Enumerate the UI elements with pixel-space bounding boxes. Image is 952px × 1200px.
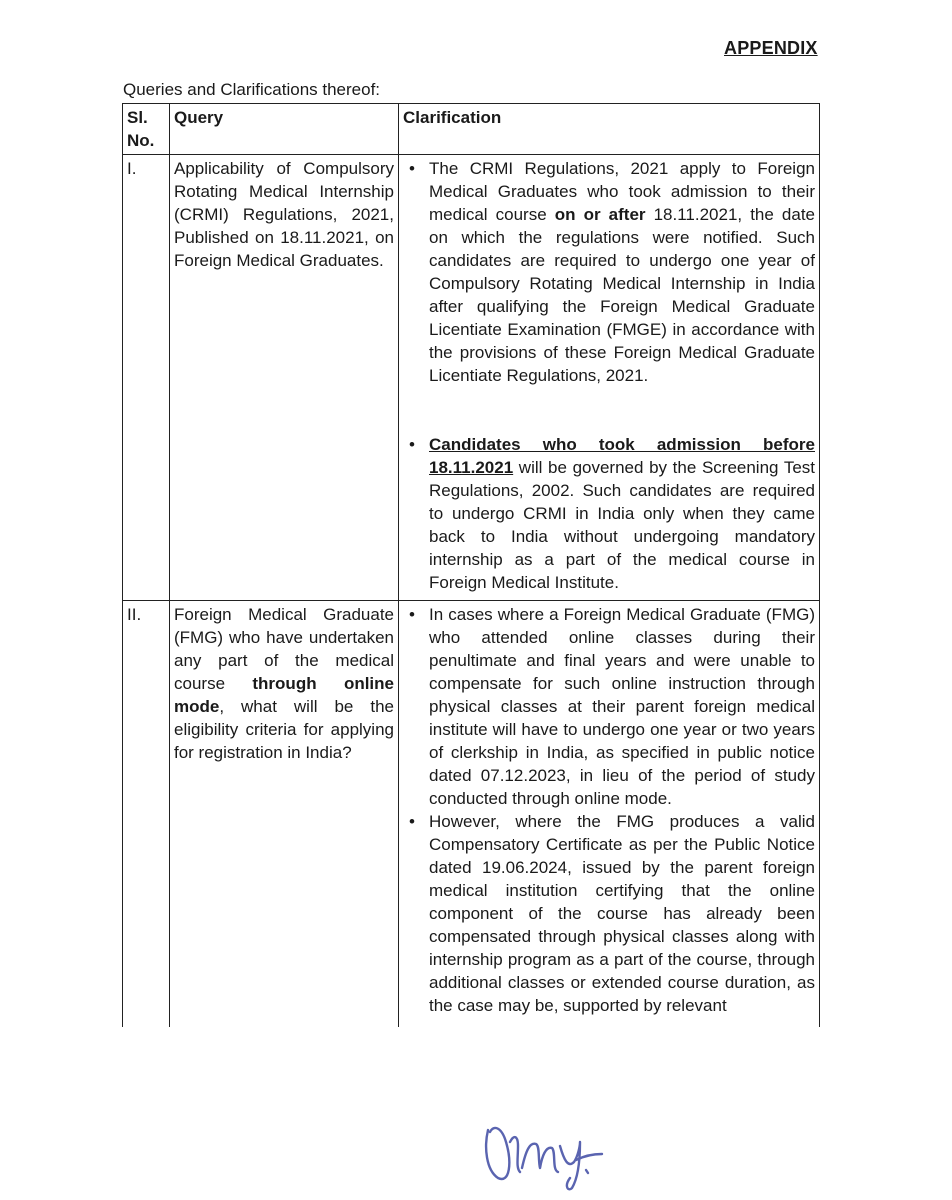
row2-bullet-1: • In cases where a Foreign Medical Graduate (FMG) who attended online classes during their penultimate and final years and were unable to compensate for such online instruction through physical classes at their parent foreign medical institute will have to undergo one year or two years of clerkship in India, as specified in public notice dated 07.12.2023, in lieu of the period of study conducted through online mode. — [429, 603, 815, 810]
handwritten-signature — [480, 1112, 610, 1192]
row2-query: Foreign Medical Graduate (FMG) who have undertaken any part of the medical course through online mode, what will be the eligibility criteria for applying for registration in India? — [170, 601, 399, 1028]
online-mode-emphasis: through online mode — [174, 674, 394, 716]
header-sl-no: Sl. No. — [123, 104, 170, 155]
appendix-heading: APPENDIX — [724, 38, 818, 58]
row1-clarification — [399, 155, 820, 601]
on-or-after-emphasis: on or after — [554, 205, 646, 224]
row2-clarification — [399, 601, 820, 1028]
intro-text: Queries and Clarifications thereof: — [123, 80, 381, 99]
row1-bullet-1: • The CRMI Regulations, 2021 apply to Foreign Medical Graduates who took admission to their medical course on or after 18.11.2021, the date on which the regulations were notified. Such candidates are required to undergo one year of Compulsory Rotating Medical Internship in India after qualifying the Foreign Medical Graduate Licentiate Examination (FMGE) in accordance with the provisions of these Foreign Medical Graduate Licentiate Regulations, 2021. — [429, 157, 815, 387]
header-clarification: Clarification — [399, 104, 820, 155]
row1-bullet-2: • Candidates who took admission before 18.11.2021 will be governed by the Screening Test Regulations, 2002. Such candidates are required to undergo CRMI in India only when they came back to India without undergoing mandatory internship as a part of the medical course in Foreign Medical Institute. — [429, 433, 815, 594]
row2-bullet-2: • However, where the FMG produces a valid Compensatory Certificate as per the Public Notice dated 19.06.2024, issued by the parent foreign medical institution certifying that the online component of the course has already been compensated through physical classes along with internship program as a part of the course, through additional classes or extended course duration, as the case may be, supported by relevant — [429, 810, 815, 1017]
table-row — [123, 601, 820, 1028]
row1-query: Applicability of Compulsory Rotating Medical Internship (CRMI) Regulations, 2021, Published on 18.11.2021, on Foreign Medical Graduates. — [170, 155, 399, 601]
row2-sl-no: II. — [123, 601, 170, 1028]
table-header-row — [123, 104, 820, 155]
queries-table — [122, 103, 820, 1027]
row1-sl-no: I. — [123, 155, 170, 601]
admission-before-emphasis: Candidates who took admission before 18.11.2021 — [429, 435, 815, 477]
header-query: Query — [170, 104, 399, 155]
table-row — [123, 155, 820, 601]
